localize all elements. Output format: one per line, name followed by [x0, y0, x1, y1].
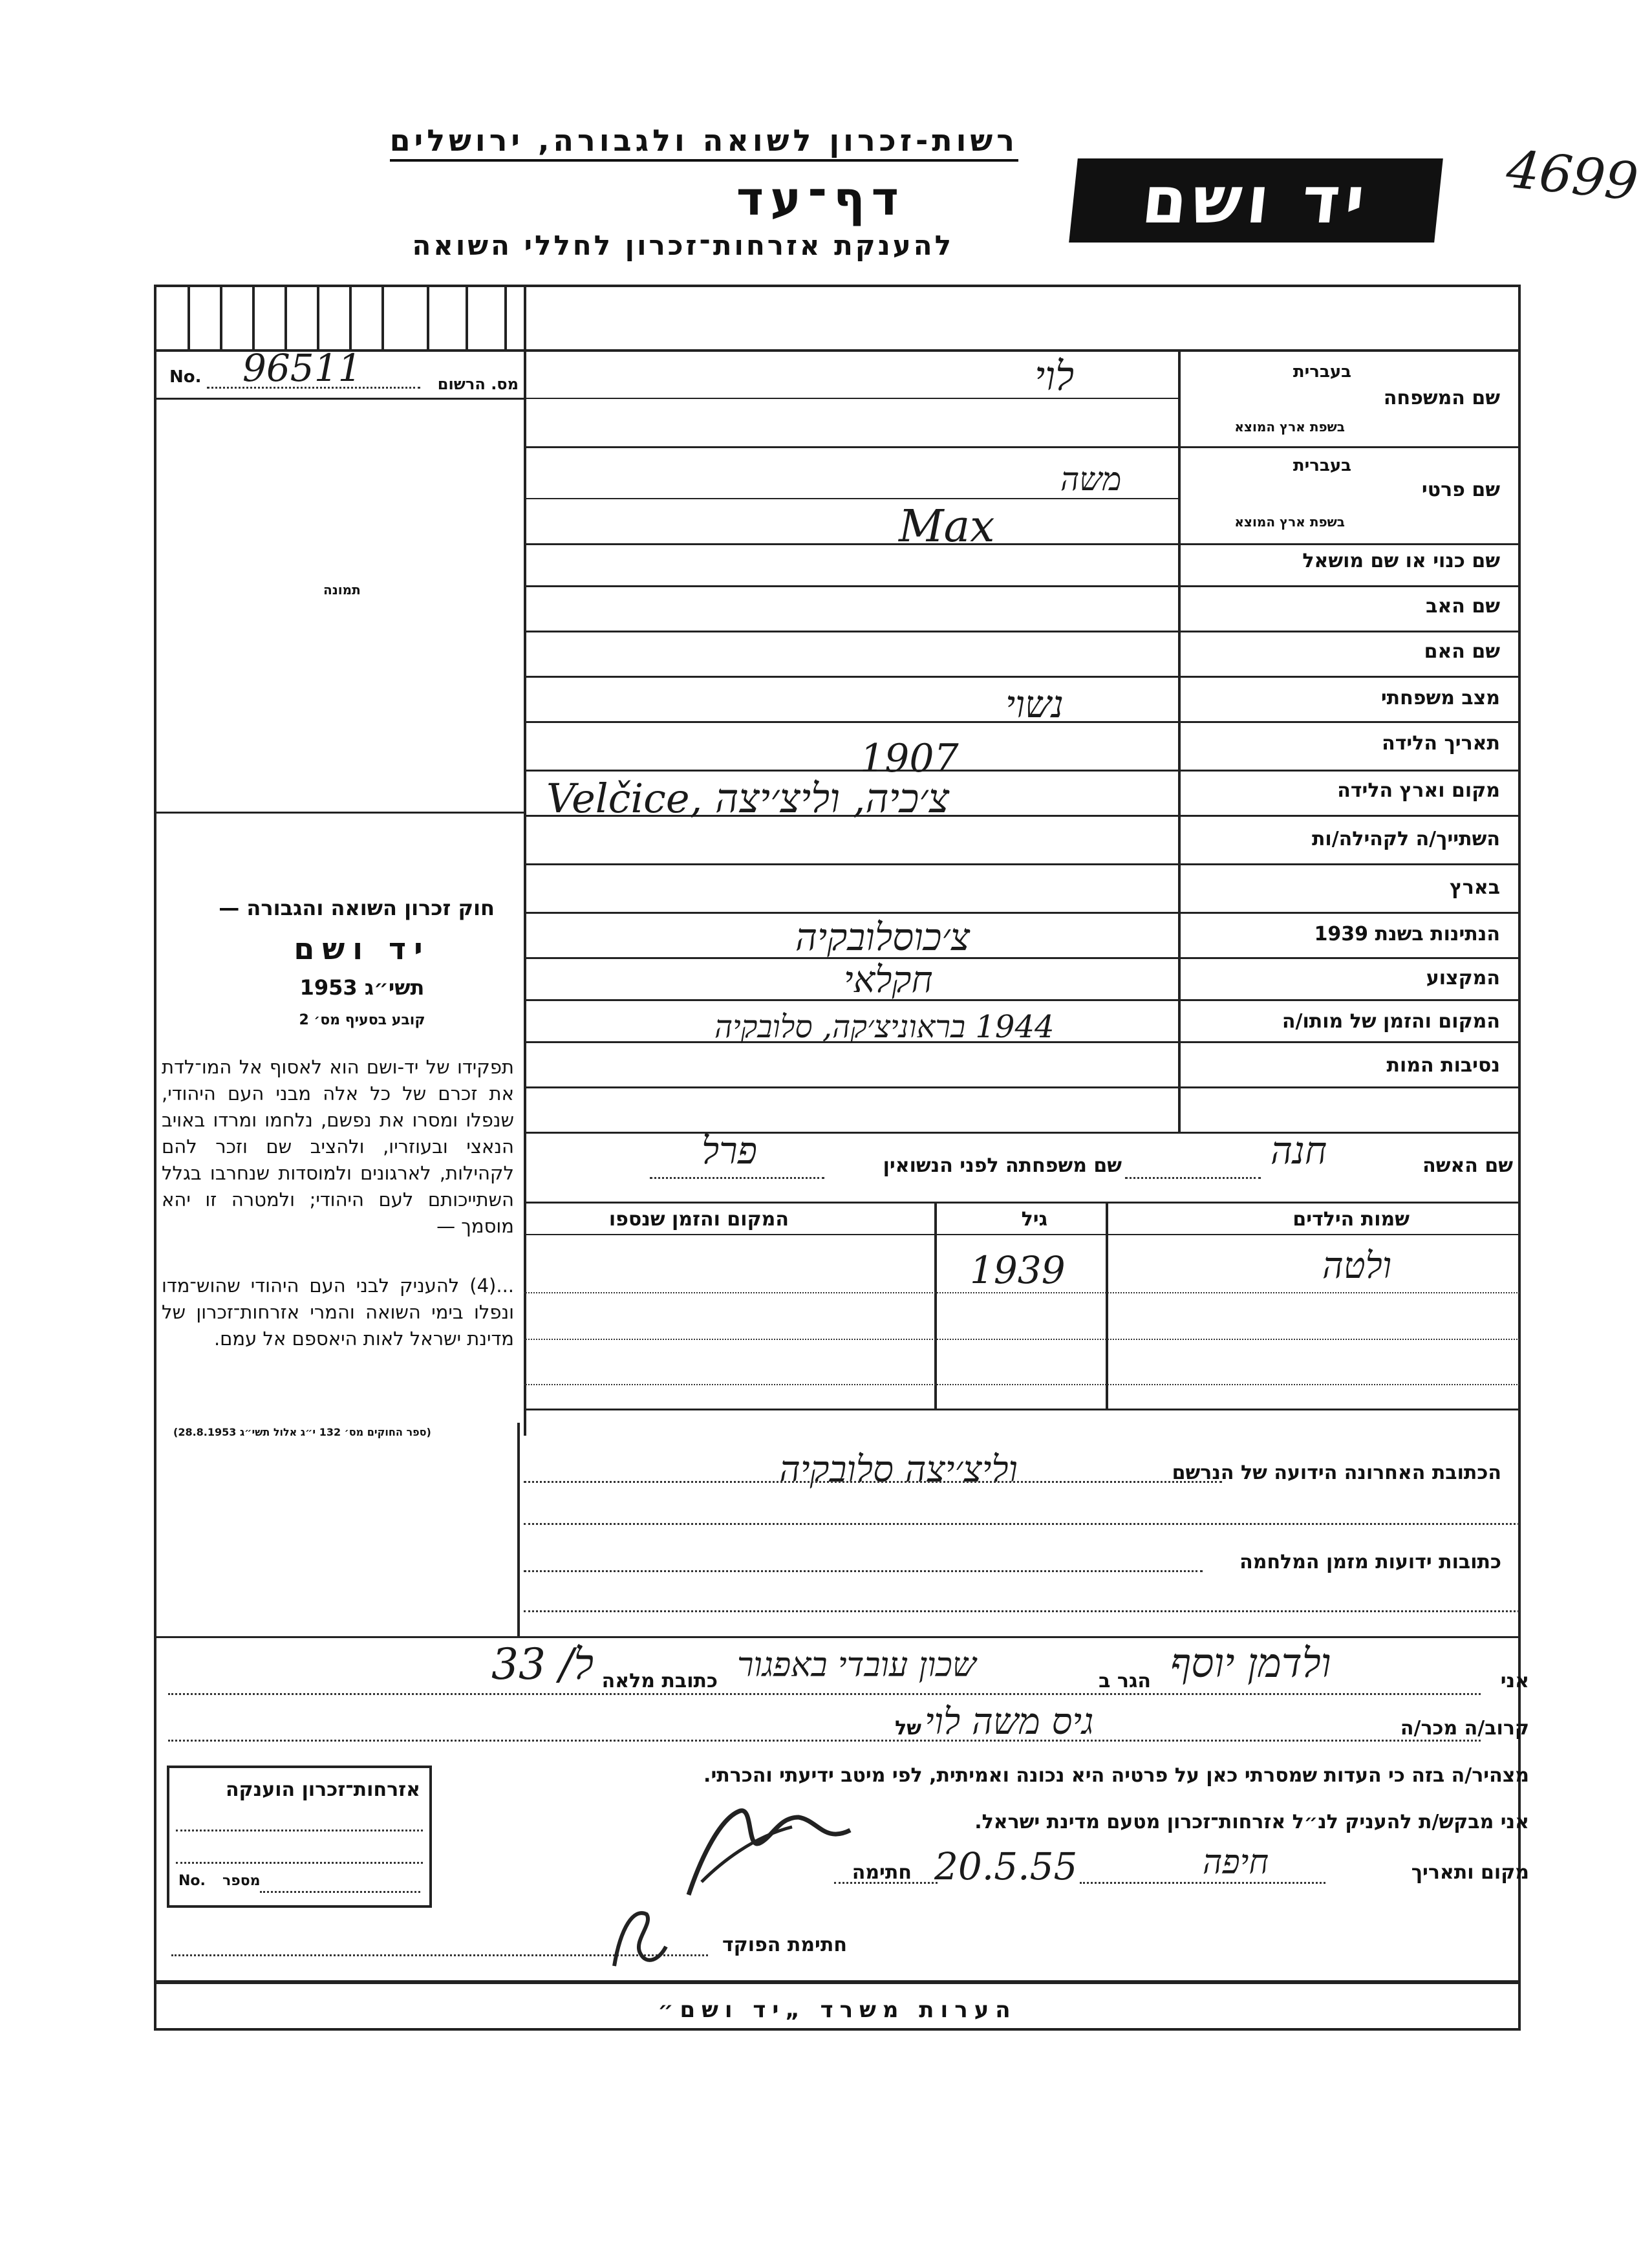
declarant-i-label: אני — [1500, 1670, 1529, 1692]
registry-label: מס. הרשום — [437, 375, 519, 393]
first-name-origin-label: בשפת ארץ המוצא — [1234, 514, 1345, 530]
child-name-1[interactable]: ולטה — [1322, 1245, 1392, 1287]
official-signature-label: חתימת הפוקד — [722, 1934, 847, 1956]
resident-value[interactable]: שכון עובדי באפגור — [737, 1646, 976, 1685]
declaration-text: מצהיר/ה בזה כי העדות שמסרתי כאן על פרטיה היא נכונה ואמיתית, לפי מיטב ידיעתי והכרתי. — [703, 1764, 1529, 1787]
registry-number: 96511 — [242, 346, 362, 390]
place-value[interactable]: חיפה — [1203, 1843, 1269, 1882]
war-addresses-label: כתובות ידועות מזמן המלחמה — [1239, 1551, 1501, 1573]
registry-no-label: No. — [169, 367, 202, 387]
child-age-1[interactable]: 1939 — [970, 1248, 1066, 1292]
wife-name-value[interactable]: חנה — [1271, 1129, 1327, 1172]
law-title: חוק זכרון השואה והגבורה — — [219, 896, 495, 920]
first-name-label: שם פרטי — [1421, 479, 1500, 501]
of-label: של — [895, 1717, 921, 1740]
mother-name-label: שם האם — [1424, 640, 1500, 663]
document-title: דף־עד — [736, 171, 905, 226]
top-strip — [155, 285, 1519, 352]
declarant-signature — [663, 1791, 857, 1914]
birthplace-label: מקום וארץ הלידה — [1337, 779, 1500, 802]
office-notes-label: הערות משרד „יד ושם״ — [658, 1997, 1017, 2023]
community-label: השתייך/ה לקהילה/ות — [1311, 828, 1500, 850]
birth-date-value[interactable]: 1907 — [860, 736, 959, 781]
family-name-origin-label: בשפת ארץ המוצא — [1234, 419, 1345, 435]
relative-label: קרוב/ה מכר/ה — [1400, 1717, 1529, 1740]
last-address-label: הכתובת האחרונה הידועה של הנרשם — [1172, 1462, 1501, 1484]
death-circumstances-label: נסיבות המות — [1386, 1054, 1500, 1077]
yad-vashem-logo — [1069, 158, 1443, 243]
father-name-label: שם האב — [1426, 595, 1500, 618]
archive-number: 4699 — [1503, 138, 1641, 213]
date-value[interactable]: 20.5.55 — [934, 1844, 1078, 1888]
citizenship-number-label: מספר — [222, 1873, 261, 1889]
law-name: יד ושם — [294, 931, 431, 966]
death-place-time-value[interactable]: 1944 בראוניצ׳קה, סלובקיה — [714, 1009, 1055, 1045]
children-names-header: שמות הילדים — [1292, 1208, 1410, 1231]
law-section: קובע בסעיף מס׳ 2 — [299, 1012, 425, 1028]
maiden-name-value[interactable]: פרל — [702, 1129, 758, 1172]
citizenship-granted-title: אזרחות־זכרון הוענקה — [225, 1778, 420, 1801]
law-text-2: ...(4) להעניק לבני העם היהודי שהוש־מדו ונפלו בימי השואה והמרי אזרחות־זכרון של מדינת ישראל לאות היאספם אל עמם. — [162, 1275, 514, 1350]
declarant-address[interactable]: ל/ 33 — [491, 1639, 594, 1689]
children-place-header: המקום והזמן שנספו — [608, 1208, 789, 1231]
death-place-time-label: המקום והזמן של מותו/ה — [1282, 1010, 1500, 1033]
full-address-label: כתובת מלאה — [601, 1670, 718, 1692]
authority-title: רשות-זכרון לשואה ולגבורה, ירושלים — [390, 123, 1018, 162]
document-subtitle: להענקת אזרחות־זכרון לחללי השואה — [412, 230, 954, 261]
birthplace-value[interactable]: Velčice, צ׳כיה, וליצ׳יצה — [546, 775, 950, 822]
marital-status-value[interactable]: נשוי — [1005, 682, 1064, 726]
family-name-hebrew-label: בעברית — [1292, 362, 1351, 382]
request-text: אני מבקש/ת להעניק לנ״ל אזרחות־זכרון מטעם מדינת ישראל. — [974, 1811, 1529, 1833]
photo-label: תמונה — [323, 582, 361, 598]
relative-value[interactable]: גיס משה לוי — [925, 1701, 1094, 1743]
occupation-label: המקצוע — [1426, 967, 1500, 989]
official-signature — [595, 1888, 692, 1979]
family-name-label: שם המשפחה — [1383, 387, 1500, 409]
family-name-value[interactable]: לוי — [1035, 352, 1075, 400]
law-text-1: תפקידו של יד-ושם הוא לאסוף אל המו־לדת את זכרם של כל אלה מבני העם היהודי, שנפלו ומסרו את נפשם, נלחמו ומרדו באויב הנאצי ובעוזריו, ולהציב שם וזכר להם לקהילות, לארגונים ולמוסדות שנחרבו בגלל השתייכותם לעם היהודי; ולמטרה זו יהא מוסמך — — [162, 1056, 514, 1237]
occupation-value[interactable]: חקלאי — [844, 959, 933, 1001]
maiden-name-label: שם משפחתה לפני הנשואין — [883, 1154, 1122, 1177]
resident-label: הגר ב — [1099, 1670, 1151, 1692]
last-address-value[interactable]: וליצ׳יצה סלובקיה — [779, 1449, 1018, 1491]
citizenship-granted-box — [167, 1766, 432, 1908]
birth-date-label: תאריך הלידה — [1382, 732, 1500, 755]
first-name-origin-value[interactable]: Max — [899, 501, 995, 552]
citizenship-no-label: No. — [178, 1873, 206, 1889]
first-name-hebrew-label: בעברית — [1292, 456, 1351, 475]
children-age-header: גיל — [1021, 1208, 1047, 1231]
logo-text: יד ושם — [1138, 162, 1374, 238]
declarant-name[interactable]: ולדמן יוסף — [1170, 1639, 1331, 1687]
law-year: תשי״ג 1953 — [299, 975, 425, 1000]
wife-name-label: שם האשה — [1422, 1154, 1513, 1177]
signature-label: חתימה — [852, 1861, 912, 1884]
first-name-hebrew-value[interactable]: משה — [1060, 460, 1122, 498]
law-citation: (ספר החוקים מס׳ 132 י״ג אלול תשי״ג 28.8.1953) — [173, 1426, 431, 1438]
place-date-label: מקום ותאריך — [1411, 1861, 1529, 1884]
marital-status-label: מצב משפחתי — [1380, 687, 1500, 709]
nickname-label: שם כנוי או שם מושאל — [1302, 550, 1500, 572]
country-label: בארץ — [1449, 876, 1500, 899]
citizenship-1939-value[interactable]: צ׳כוסלובקיה — [795, 915, 971, 959]
citizenship-1939-label: הנתינות בשנת 1939 — [1314, 923, 1500, 945]
